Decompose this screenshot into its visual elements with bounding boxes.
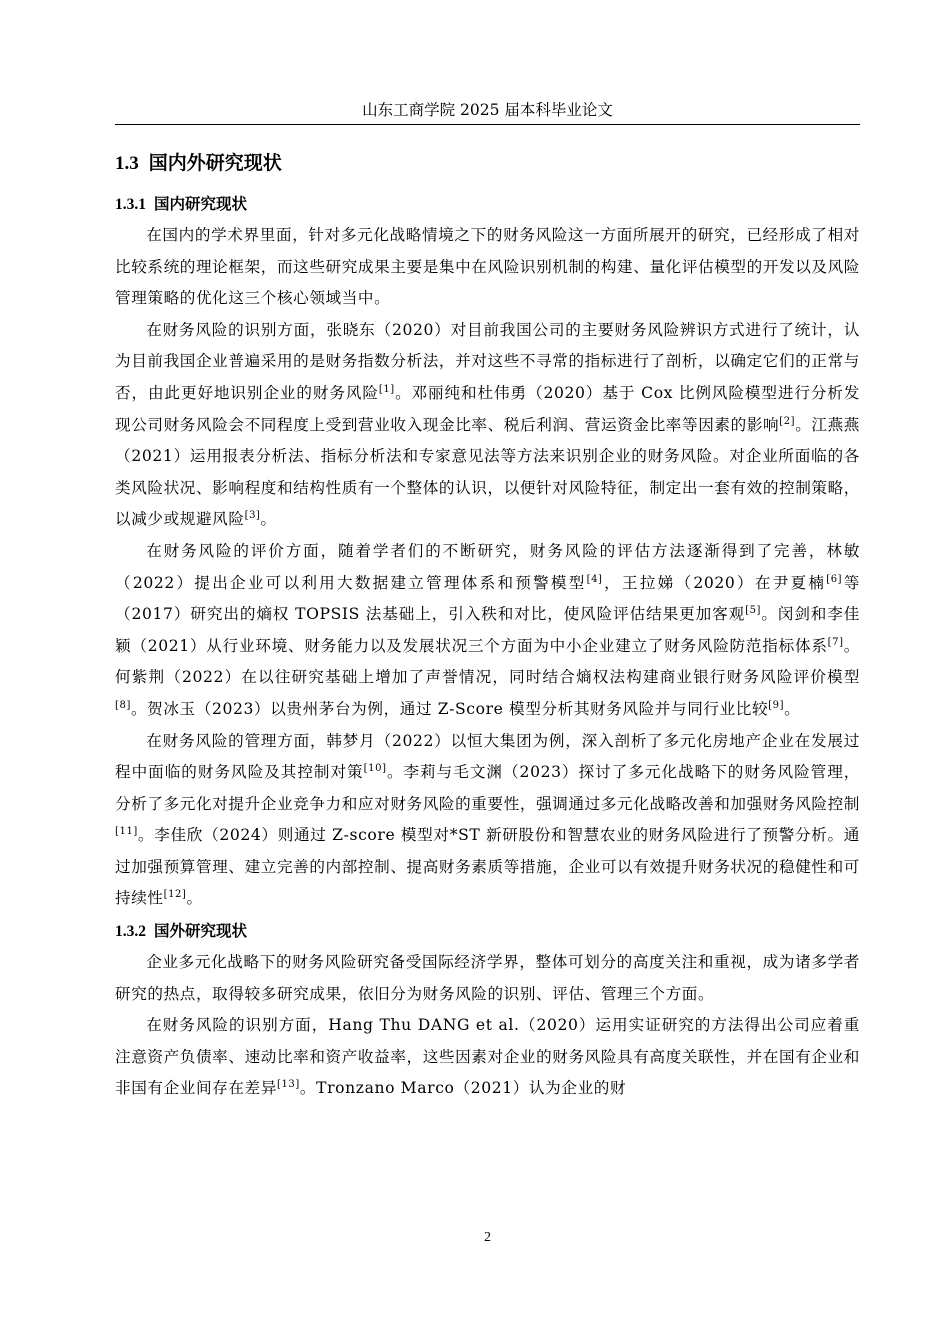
citation-ref: [12] — [163, 889, 187, 901]
body-paragraph — [115, 536, 860, 726]
paragraph-text: 。 — [186, 889, 203, 908]
section-number: 1.3 — [115, 153, 139, 174]
header-rule — [115, 124, 860, 125]
paragraph-text: 在财务风险的评价方面，随着学者们的不断研究，财务风险的评估方法逐渐得到了完善，林敏（2022）提出企业可以利用大数据建立管理体系和预警模型 — [115, 541, 860, 592]
subsection-title: 国外研究现状 — [154, 921, 248, 941]
citation-ref: [8] — [115, 699, 131, 711]
foreign-paragraphs — [115, 947, 860, 1105]
page-content — [115, 142, 860, 1105]
citation-ref: [13] — [276, 1079, 300, 1091]
subsection-title: 国内研究现状 — [154, 194, 248, 213]
body-paragraph — [115, 220, 860, 315]
citation-ref: [4] — [586, 573, 603, 585]
paragraph-text: 。 — [784, 699, 801, 718]
running-header: 山东工商学院 2025 届本科毕业论文 — [362, 101, 613, 119]
section-heading — [115, 142, 860, 188]
paragraph-text: 。 — [260, 510, 277, 529]
paragraph-text: 在财务风险的管理方面，韩梦月（2022）以恒大集团为例，深入剖析了多元化房地产企业在发展过程中面临的财务风险及其控制对策 — [115, 731, 860, 782]
paragraph-text: 企业多元化战略下的财务风险研究备受国际经济学界，整体可划分的高度关注和重视，成为诸多学者研究的热点，取得较多研究成果，依旧分为财务风险的识别、评估、管理三个方面。 — [115, 953, 860, 1003]
body-paragraph — [115, 1010, 860, 1105]
subsection-number: 1.3.2 — [115, 923, 146, 941]
citation-ref: [2] — [779, 415, 796, 427]
paragraph-text: 。李莉与毛文渊（2023）探讨了多元化战略下的财务风险管理，分析了多元化对提升企业竞争力和应对财务风险的重要性，强调通过多元化战略改善和加强财务风险控制 — [115, 763, 860, 813]
paragraph-text: 。江燕燕（2021）运用报表分析法、指标分析法和专家意见法等方法来识别企业的财务风险。对企业所面临的各类风险状况、影响程度和结构性质有一个整体的认识，以便针对风险特征，制定出一套有效的控制策略，以减少或规避风险 — [115, 415, 860, 529]
paragraph-text: ，王拉娣（2020）在尹夏楠 — [602, 573, 827, 592]
paragraph-text: 。何紫荆（2022）在以往研究基础上增加了声誉情况，同时结合熵权法构建商业银行财务风险评价模型 — [115, 636, 860, 687]
citation-ref: [9] — [768, 699, 785, 711]
paragraph-text: 。贺冰玉（2023）以贵州茅台为例，通过 Z-Score 模型分析其财务风险并与同行业比较 — [130, 699, 769, 718]
paragraph-text: 。Tronzano Marco（2021）认为企业的财 — [299, 1079, 627, 1098]
citation-ref: [7] — [827, 636, 844, 648]
citation-ref: [3] — [244, 510, 261, 522]
citation-ref: [6] — [826, 573, 843, 585]
body-paragraph — [115, 947, 860, 1010]
citation-ref: [11] — [115, 826, 138, 838]
citation-ref: [10] — [363, 763, 387, 775]
subsection-heading-foreign — [115, 915, 860, 947]
paragraph-text: 。闵剑和李佳颖（2021）从行业环境、财务能力以及发展状况三个方面为中小企业建立了财务风险防范指标体系 — [115, 605, 860, 655]
section-title: 国内外研究现状 — [148, 152, 282, 174]
body-paragraph — [115, 315, 860, 536]
paragraph-text: 在国内的学术界里面，针对多元化战略情境之下的财务风险这一方面所展开的研究，已经形成了相对比较系统的理论框架，而这些研究成果主要是集中在风险识别机制的构建、量化评估模型的开发以及风险管理策略的优化这三个核心领域当中。 — [115, 226, 860, 308]
paragraph-text: 。邓丽纯和杜伟勇（2020）基于 Cox 比例风险模型进行分析发现公司财务风险会不同程度上受到营业收入现金比率、税后利润、营运资金比率等因素的影响 — [115, 383, 860, 434]
paragraph-text: 在财务风险的识别方面，Hang Thu DANG et al.（2020）运用实证研究的方法得出公司应着重注意资产负债率、速动比率和资产收益率，这些因素对企业的财务风险具有高度关联性，并在国有企业和非国有企业间存在差异 — [115, 1016, 860, 1098]
citation-ref: [5] — [745, 605, 762, 617]
page-number: 2 — [484, 1230, 491, 1245]
paragraph-text: 等（2017）研究出的熵权 TOPSIS 法基础上，引入秩和对比，使风险评估结果更加客观 — [115, 573, 860, 624]
paragraph-text: 在财务风险的识别方面，张晓东（2020）对目前我国公司的主要财务风险辨识方式进行了统计，认为目前我国企业普遍采用的是财务指数分析法，并对这些不寻常的指标进行了剖析，以确定它们的正常与否，由此更好地识别企业的财务风险 — [115, 320, 860, 402]
domestic-paragraphs — [115, 220, 860, 915]
subsection-heading-domestic — [115, 188, 860, 220]
citation-ref: [1] — [378, 383, 395, 395]
body-paragraph — [115, 726, 860, 916]
subsection-number: 1.3.1 — [115, 196, 146, 213]
paragraph-text: 。李佳欣（2024）则通过 Z-score 模型对*ST 新研股份和智慧农业的财务风险进行了预警分析。通过加强预算管理、建立完善的内部控制、提高财务素质等措施，企业可以有效提升财务状况的稳健性和可持续性 — [115, 826, 860, 908]
